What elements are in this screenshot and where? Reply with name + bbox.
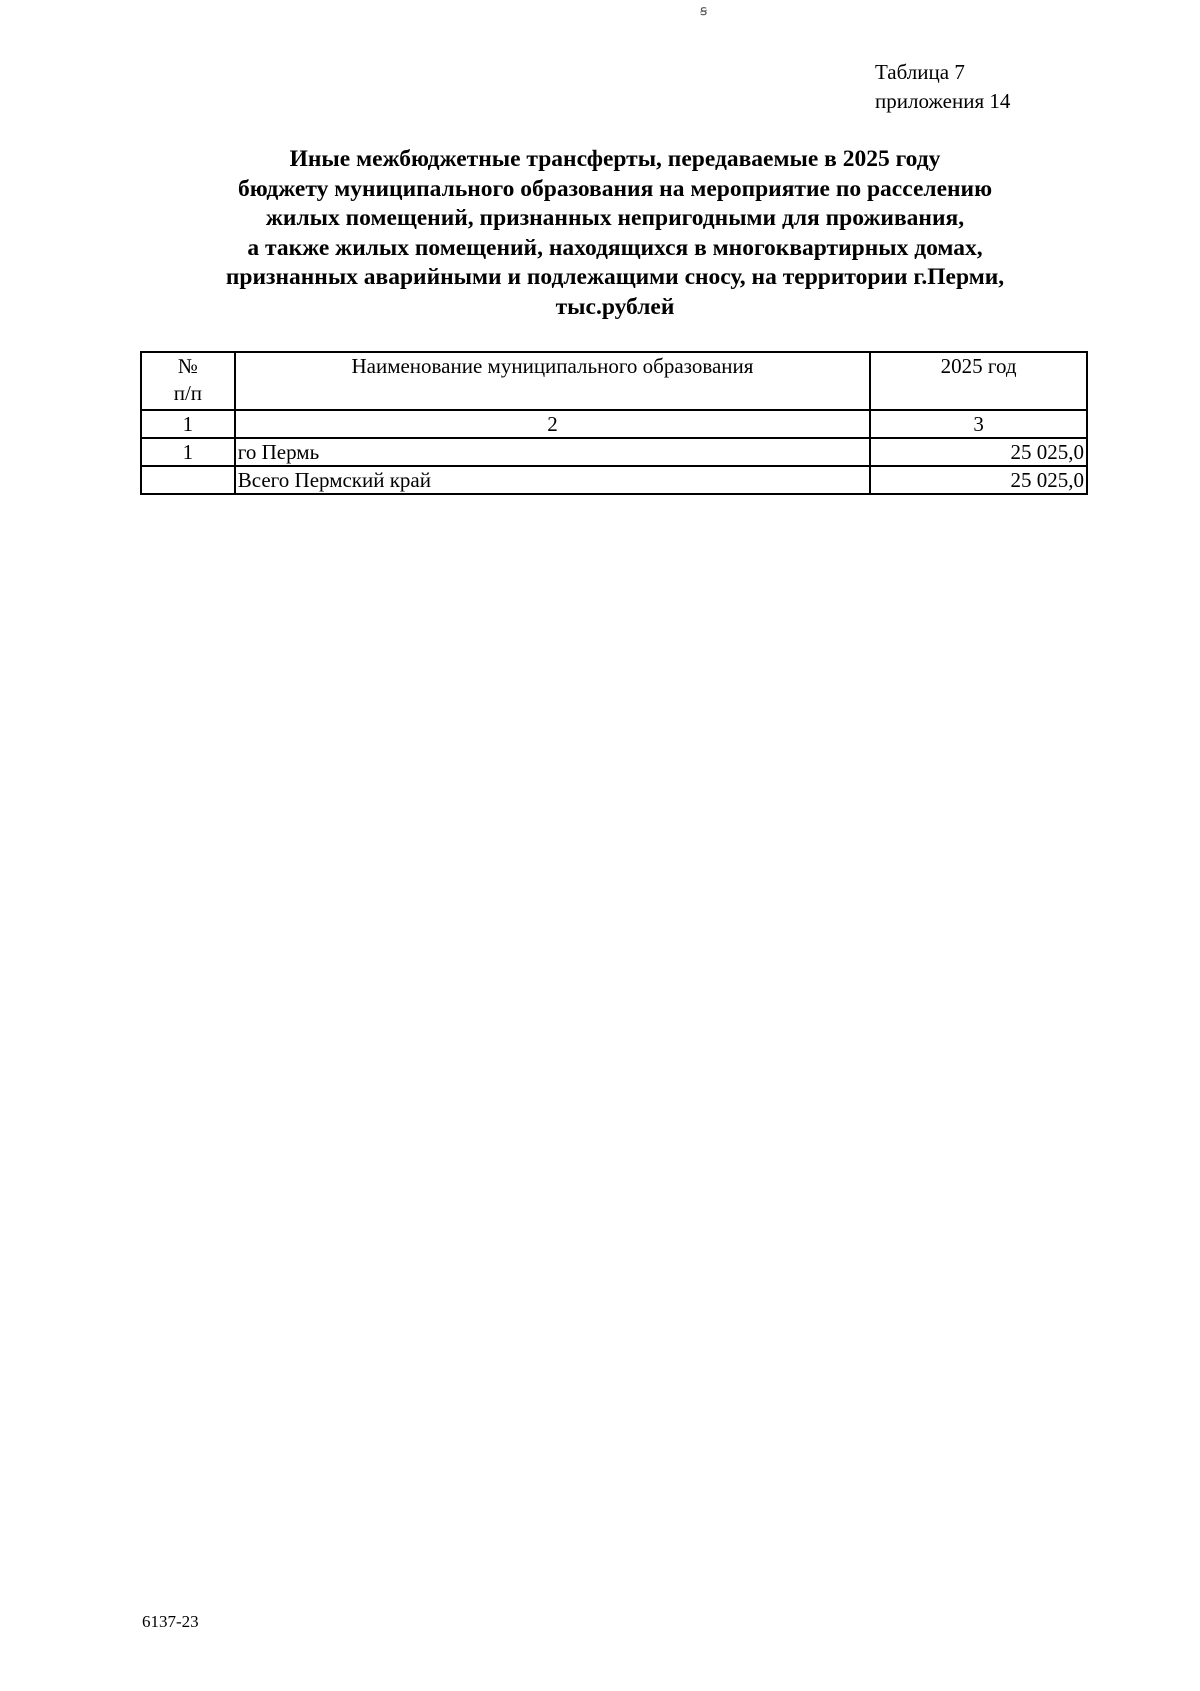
title-line: бюджету муниципального образования на мероприятие по расселению	[237, 175, 993, 202]
column-header-year: 2025 год	[870, 352, 1087, 410]
document-title	[140, 145, 1090, 322]
row-number: 1	[141, 438, 235, 466]
table-row	[141, 438, 1087, 466]
total-label: Всего Пермский край	[235, 466, 870, 494]
appendix-label: приложения 14	[875, 89, 1011, 113]
total-value: 25 025,0	[870, 466, 1087, 494]
row-number	[141, 466, 235, 494]
column-header-number: № п/п	[141, 352, 235, 410]
table-reference	[875, 58, 1010, 116]
municipality-name: го Пермь	[235, 438, 870, 466]
title-line: признанных аварийными и подлежащими сносу, на территории г.Перми,	[225, 264, 1005, 290]
scan-mark: ꞩ	[700, 4, 708, 19]
column-header-name: Наименование муниципального образования	[235, 352, 870, 410]
amount-value: 25 025,0	[870, 438, 1087, 466]
title-line: а также жилых помещений, находящихся в многоквартирных домах,	[247, 234, 983, 261]
column-index: 2	[235, 410, 870, 438]
table-header-row	[141, 352, 1087, 410]
document-code: 6137-23	[142, 1612, 199, 1631]
column-index-row	[141, 410, 1087, 438]
title-line: тыс.рублей	[555, 293, 675, 320]
column-index: 1	[141, 410, 235, 438]
table-label: Таблица 7	[875, 60, 965, 84]
title-line: жилых помещений, признанных непригодными для проживания,	[265, 205, 965, 231]
title-line: Иные межбюджетные трансферты, передаваемые в 2025 году	[289, 146, 941, 172]
transfers-table	[140, 351, 1088, 495]
table-total-row	[141, 466, 1087, 494]
column-index: 3	[870, 410, 1087, 438]
